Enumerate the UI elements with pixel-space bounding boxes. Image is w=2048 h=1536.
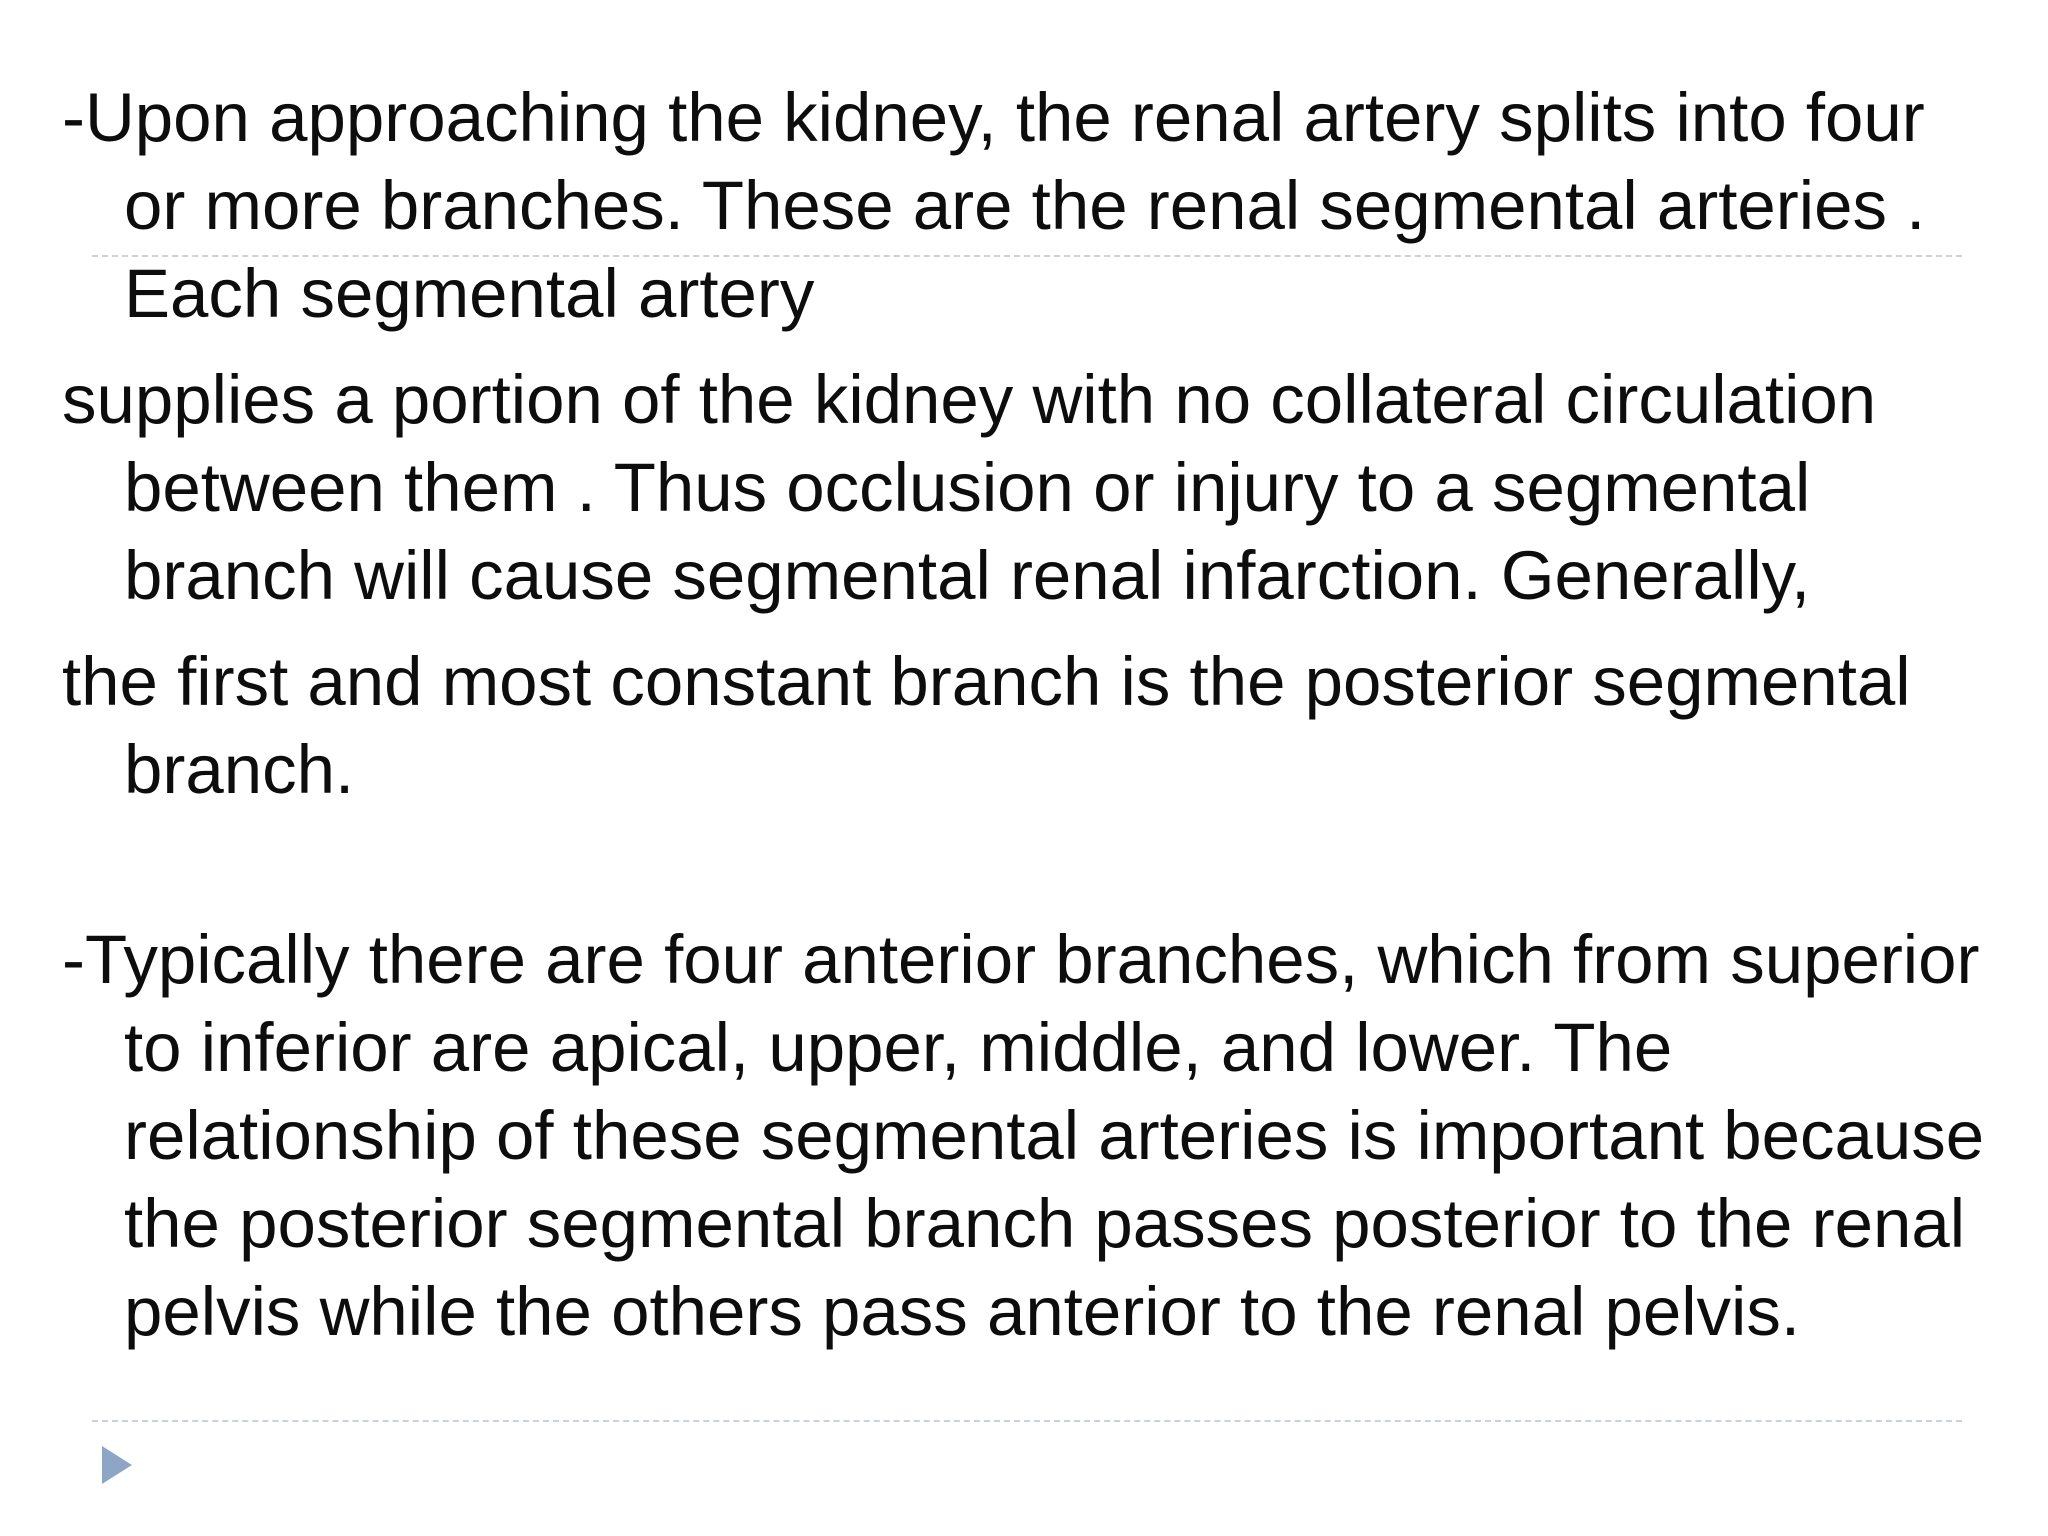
paragraph-posterior-branch: the first and most constant branch is the posterior segmental branch.: [62, 643, 1911, 808]
paragraph-segmental-arteries: -Upon approaching the kidney, the renal artery splits into four or more branches. These are the renal segmental arteries . Each segmental artery: [62, 79, 1926, 332]
paragraph-collateral-circulation: supplies a portion of the kidney with no collateral circulation between them . Thus occlusion or injury to a segmental branch will cause segmental renal infarction. Generally,: [62, 361, 1877, 614]
slide-body: [62, 74, 1992, 1374]
dashed-divider-bottom: [92, 1420, 1962, 1422]
triangle-bullet-icon: [102, 1446, 132, 1484]
paragraph-spacer: [62, 832, 1992, 916]
paragraph-anterior-branches: -Typically there are four anterior branches, which from superior to inferior are apical, upper, middle, and lower. The relationship of these segmental arteries is important because the posterior segmental branch passes posterior to the renal pelvis while the others pass anterior to the renal pelvis.: [62, 921, 1985, 1350]
